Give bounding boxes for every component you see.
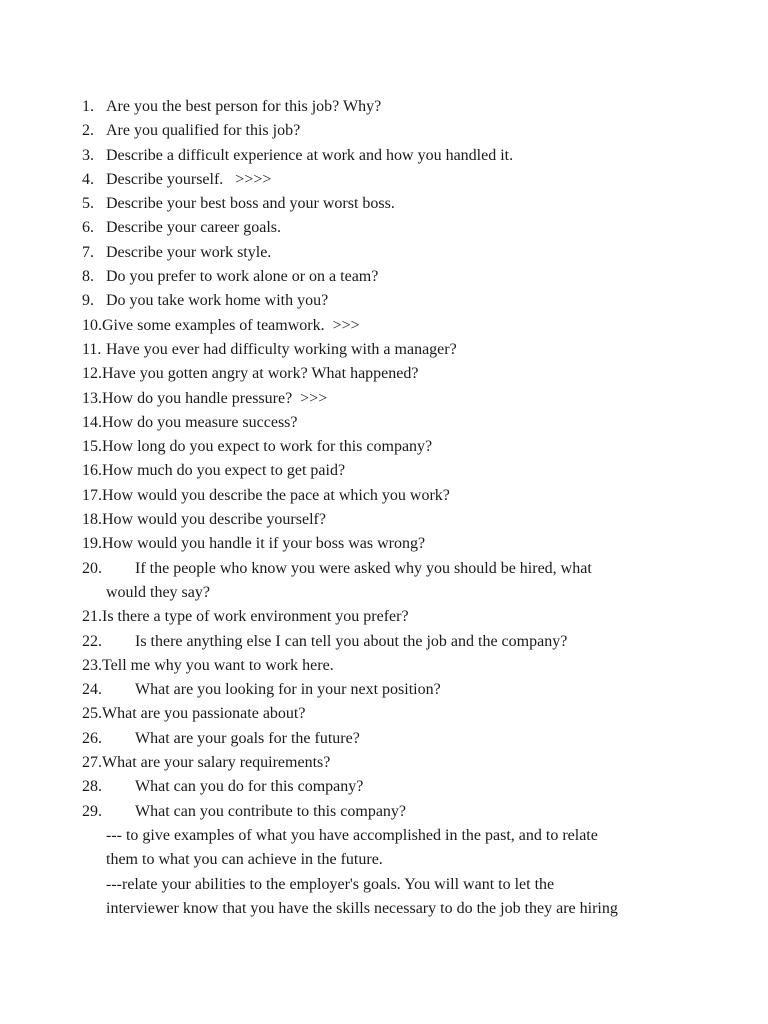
item-number: 1. [82, 98, 94, 115]
item-number: 7. [82, 243, 94, 261]
list-item [0, 630, 768, 654]
item-number: 6. [82, 219, 94, 237]
item-text: How do you handle pressure? >>> [102, 389, 328, 407]
item-text: What can you contribute to this company? [135, 802, 407, 820]
item-number: 27. [82, 754, 102, 772]
note-text: them to what you can achieve in the future. [106, 851, 383, 869]
list-item [0, 411, 768, 435]
list-item [0, 338, 768, 362]
list-item [0, 144, 768, 168]
item-number: 21. [82, 608, 102, 626]
list-item [0, 289, 768, 313]
item-number: 3. [82, 146, 94, 164]
list-item [0, 362, 768, 386]
item-number: 10. [82, 316, 102, 334]
item-text: How long do you expect to work for this company? [102, 438, 433, 456]
note-text: ---relate your abilities to the employer's goals. You will want to let the [106, 875, 555, 893]
item-number: 13. [82, 389, 102, 407]
item-text: Describe your work style. [106, 243, 272, 261]
note-text: --- to give examples of what you have accomplished in the past, and to relate [106, 826, 598, 844]
item-text: If the people who know you were asked why you should be hired, what [135, 559, 592, 577]
item-number: 26. [82, 729, 102, 747]
item-text: What are your goals for the future? [135, 729, 360, 747]
item-number: 19. [82, 535, 102, 553]
item-text: What can you do for this company? [135, 778, 364, 796]
note-text: interviewer know that you have the skills necessary to do the job they are hiring [106, 899, 618, 917]
item-text: Describe yourself. >>>> [106, 170, 272, 188]
list-item [0, 751, 768, 775]
item-number: 11. [82, 340, 102, 358]
item-text: How would you handle it if your boss was wrong? [102, 535, 426, 553]
item-number: 14. [82, 413, 102, 431]
list-item [0, 775, 768, 799]
item-number: 17. [82, 486, 102, 504]
list-item [0, 216, 768, 240]
list-item [0, 557, 768, 581]
item-text: How do you measure success? [102, 413, 298, 431]
item-number: 12. [82, 365, 102, 383]
list-item [0, 241, 768, 265]
item-text: Give some examples of teamwork. >>> [102, 316, 360, 334]
item-text: How would you describe yourself? [102, 511, 326, 529]
item-number: 25. [82, 705, 102, 723]
item-number: 18. [82, 511, 102, 529]
item-number: 16. [82, 462, 102, 480]
item-text: Do you take work home with you? [106, 292, 329, 310]
item-number: 8. [82, 268, 94, 286]
list-item [0, 508, 768, 532]
item-text: What are you looking for in your next position? [135, 681, 441, 699]
item-number: 15. [82, 438, 102, 456]
item-text: Describe your career goals. [106, 219, 282, 237]
list-item [0, 800, 768, 824]
list-item [0, 119, 768, 143]
list-item [0, 314, 768, 338]
item-number: 5. [82, 195, 94, 213]
list-item [0, 532, 768, 556]
item-text: How much do you expect to get paid? [102, 462, 346, 480]
item-text: Describe your best boss and your worst boss. [106, 195, 395, 213]
item-number: 2. [82, 122, 94, 140]
item-number: 22. [82, 632, 102, 650]
list-item [0, 605, 768, 629]
list-item [0, 678, 768, 702]
item-number: 29. [82, 802, 102, 820]
item-number: 28. [82, 778, 102, 796]
item-text: Is there anything else I can tell you about the job and the company? [135, 632, 568, 650]
item-text: Describe a difficult experience at work and how you handled it. [106, 146, 514, 164]
list-item [0, 192, 768, 216]
item-number: 24. [82, 681, 102, 699]
list-item [0, 95, 768, 119]
list-item [0, 459, 768, 483]
item-text: Are you qualified for this job? [106, 122, 301, 140]
item-text: What are you passionate about? [102, 705, 306, 723]
item-text: Are you the best person for this job? Why? [106, 98, 382, 115]
item-text: Tell me why you want to work here. [102, 656, 334, 674]
list-item-continuation [0, 581, 676, 605]
note-paragraph [0, 824, 686, 848]
list-item [0, 265, 768, 289]
item-text: What are your salary requirements? [102, 754, 331, 772]
list-item [0, 387, 768, 411]
item-number: 20. [82, 559, 102, 577]
list-item [0, 435, 768, 459]
item-text: Is there a type of work environment you prefer? [102, 608, 409, 626]
item-text: Have you gotten angry at work? What happened? [102, 365, 419, 383]
interview-questions-list [0, 95, 768, 921]
note-paragraph [0, 873, 686, 897]
note-paragraph [0, 848, 686, 872]
item-text: How would you describe the pace at which you work? [102, 486, 450, 504]
item-text: Do you prefer to work alone or on a team? [106, 268, 379, 286]
list-item [0, 654, 768, 678]
list-item [0, 727, 768, 751]
item-text: Have you ever had difficulty working with a manager? [106, 340, 457, 358]
item-number: 9. [82, 292, 94, 310]
list-item [0, 484, 768, 508]
item-number: 4. [82, 170, 94, 188]
list-item [0, 168, 768, 192]
item-number: 23. [82, 656, 102, 674]
item-text: would they say? [106, 583, 210, 601]
list-item [0, 702, 768, 726]
note-paragraph [0, 897, 706, 921]
